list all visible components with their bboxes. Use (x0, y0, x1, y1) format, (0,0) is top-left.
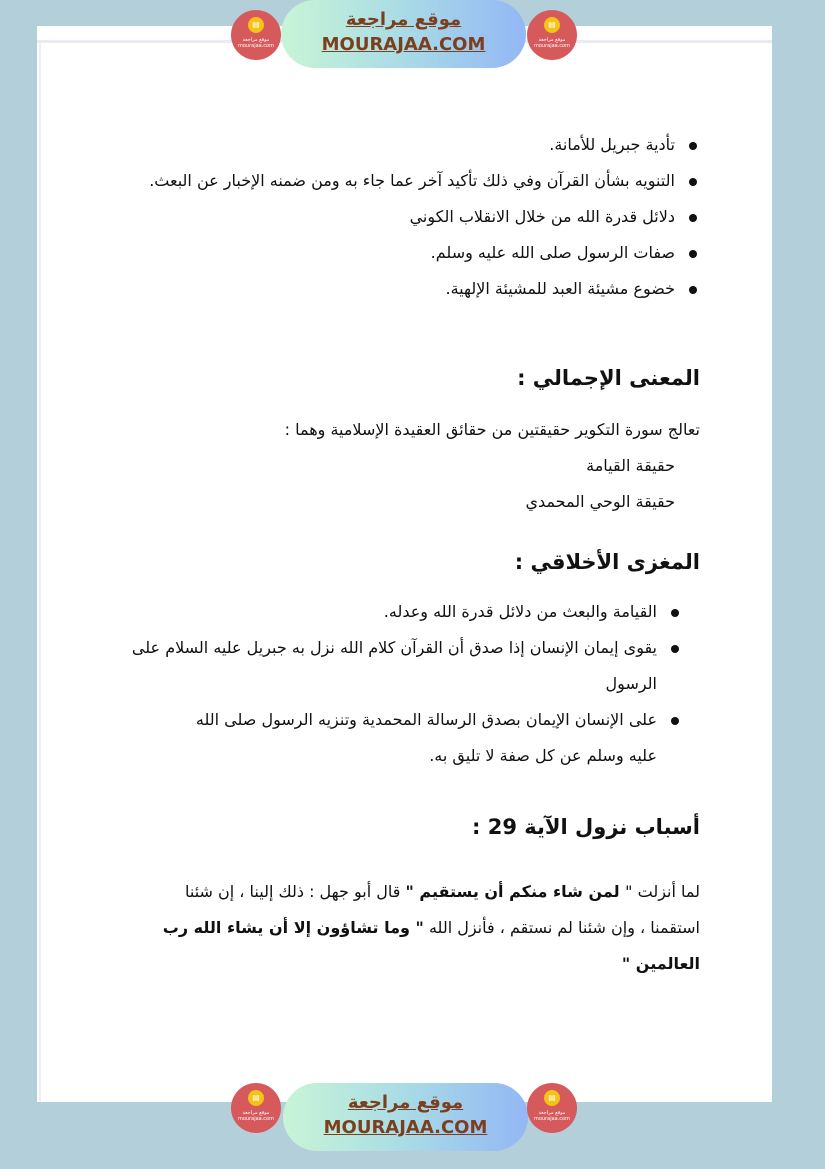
revelation-cause-section (130, 815, 700, 982)
logo-caption: موقع مراجعة mourajaa.com (533, 37, 570, 49)
site-logo-right-bottom[interactable] (527, 1083, 577, 1133)
quran-quote: " وما تشاؤون إلا أن يشاء الله رب العالمين " (162, 918, 700, 973)
list-item: تأدية جبريل للأمانة. (130, 127, 700, 163)
moral-lesson-section (130, 550, 700, 774)
paragraph: تعالج سورة التكوير حقيقتين من حقائق العقيدة الإسلامية وهما : (284, 420, 700, 439)
banner-latin: MOURAJAA.COM (321, 34, 486, 55)
themes-section (130, 127, 700, 307)
book-icon: ▤ (544, 1090, 560, 1106)
paragraph (130, 874, 700, 982)
moral-list (130, 594, 700, 774)
text: قال أبو جهل : ذلك إلينا ، إن شئنا استقمنا ، وإن شئنا لم نستقم ، فأنزل الله (185, 882, 700, 937)
section-heading: المعنى الإجمالي : (517, 366, 700, 390)
list-item: صفات الرسول صلى الله عليه وسلم. (130, 235, 700, 271)
site-logo-left-top[interactable] (231, 10, 281, 60)
list-item: القيامة والبعث من دلائل قدرة الله وعدله. (130, 594, 682, 630)
general-meaning-section (130, 366, 700, 520)
site-logo-left-bottom[interactable] (231, 1083, 281, 1133)
logo-caption: موقع مراجعة mourajaa.com (237, 37, 274, 49)
quran-quote: لمن شاء منكم أن يستقيم " (405, 882, 626, 901)
logo-caption: موقع مراجعة mourajaa.com (237, 1110, 274, 1122)
site-banner-top[interactable] (281, 0, 526, 68)
book-icon: ▤ (248, 17, 264, 33)
banner-arabic: موقع مراجعة (347, 1092, 464, 1113)
section-heading: أسباب نزول الآية 29 : (472, 815, 700, 839)
logo-caption: موقع مراجعة mourajaa.com (533, 1110, 570, 1122)
list-item: التنويه بشأن القرآن وفي ذلك تأكيد آخر عما جاء به ومن ضمنه الإخبار عن البعث. (130, 163, 700, 199)
list-item: دلائل قدرة الله من خلال الانقلاب الكوني (130, 199, 700, 235)
book-icon: ▤ (248, 1090, 264, 1106)
book-icon: ▤ (544, 17, 560, 33)
list-item: يقوى إيمان الإنسان إذا صدق أن القرآن كلام الله نزل به جبريل عليه السلام على الرسول (130, 630, 682, 702)
banner-arabic: موقع مراجعة (345, 9, 462, 30)
section-heading: المغزى الأخلاقي : (514, 550, 700, 574)
page-left-rule (39, 43, 41, 1102)
list-item: على الإنسان الإيمان بصدق الرسالة المحمدية وتنزيه الرسول صلى الله عليه وسلم عن كل صفة لا تليق به. (130, 702, 682, 774)
text: لما أنزلت " (625, 882, 700, 901)
site-banner-bottom[interactable] (283, 1083, 528, 1151)
list-item: حقيقة القيامة (586, 456, 675, 475)
banner-latin: MOURAJAA.COM (323, 1117, 488, 1138)
list-item: خضوع مشيئة العبد للمشيئة الإلهية. (130, 271, 700, 307)
site-logo-right-top[interactable] (527, 10, 577, 60)
list-item: حقيقة الوحي المحمدي (525, 492, 675, 511)
themes-list (130, 127, 700, 307)
